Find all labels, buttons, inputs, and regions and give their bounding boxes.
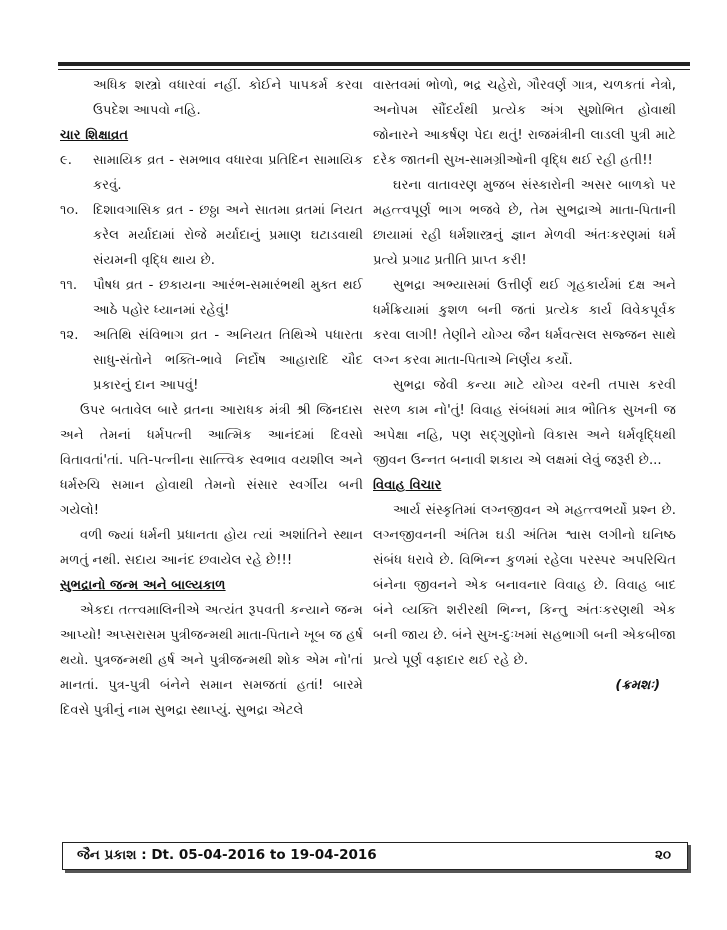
footer-bar [62,842,688,870]
item-text: પૌષધ વ્રત - છકાયના આરંભ-સમારંભથી મુક્ત થઈ આઠે પહોર ધ્યાનમાં રહેવું! [93,278,363,318]
item-text: દિશાવગાસિક વ્રત - છઠ્ઠા અને સાતમા વ્રતમાં નિયત કરેલ મર્યાદામાં રોજે મર્યાદાનું પ્રમાણ ઘટાડવાથી સંયમની વૃદ્ધિ થાય છે. [93,203,363,268]
right-column [373,73,676,698]
list-item [60,323,363,398]
item-text: અતિથિ સંવિભાગ વ્રત - અનિયત તિથિએ પધારતા સાધુ-સંતોને ભક્તિ-ભાવે નિર્દોષ આહારાદિ ચૌદ પ્રકારનું દાન આપવું! [93,328,363,393]
list-item [60,273,363,323]
item-number: ૧૦. [60,203,79,218]
paragraph: ઉપર બતાવેલ બારે વ્રતના આરાધક મંત્રી શ્રી જિનદાસ અને તેમનાં ધર્મપત્ની આત્મિક આનંદમાં દિવસો વિતાવતાં'તાં. પતિ-પત્નીના સાત્ત્વિક સ્વભાવ વયશીલ અને ધર્મરુચિ સમાન હોવાથી તેમનો સંસાર સ્વર્ગીય બની ગયેલો! [60,403,363,518]
paragraph: આર્ય સંસ્કૃતિમાં લગ્નજીવન એ મહત્ત્વભર્યો પ્રશ્ન છે. લગ્નજીવનની અંતિમ ઘડી અંતિમ શ્વાસ લગીનો ઘનિષ્ઠ સંબંધ ધરાવે છે. વિભિન્ન કુળમાં રહેલા પરસ્પર અપરિચિત બંનેના જીવનને એક બનાવનાર વિવાહ છે. વિવાહ બાદ બંને વ્યક્તિ શરીરથી ભિન્ન, કિન્તુ અંતઃકરણથી એક બની જાય છે. બંને સુખ-દુઃખમાં સહભાગી બની એકબીજા પ્રત્યે પૂર્ણ વફાદાર થઈ રહે છે. [373,503,676,668]
item-text: સામાયિક વ્રત - સમભાવ વધારવા પ્રતિદિન સામાયિક કરવું. [93,153,363,193]
header-rule-thick [58,62,690,66]
paragraph: અધિક શસ્ત્રો વધારવાં નહીં. કોઈને પાપકર્મ કરવા ઉપદેશ આપવો નહિ. [93,78,363,118]
item-number: ૧૨. [60,328,79,343]
list-item [60,148,363,198]
section-heading-vivah: વિવાહ વિચાર [373,478,442,493]
paragraph: વળી જ્યાં ધર્મની પ્રધાનતા હોય ત્યાં અશાંતિને સ્થાન મળતું નથી. સદાય આનંદ છવાયેલ રહે છે!!! [60,528,363,568]
item-number: ૧૧. [60,278,78,293]
list-item [60,198,363,273]
paragraph: વાસ્તવમાં ભોળો, ભદ્ર ચહેરો, ગૌરવર્ણ ગાત્ર, ચળકતાં નેત્રો, અનોપમ સૌંદર્યથી પ્રત્યેક અંગ સુશોભિત હોવાથી જોનારને આકર્ષણ પેદા થતું! રાજમંત્રીની લાડલી પુત્રી માટે દરેક જાતની સુખ-સામગ્રીઓની વૃદ્ધિ થઈ રહી હતી!! [373,78,676,168]
paragraph: ઘરના વાતાવરણ મુજબ સંસ્કારોની અસર બાળકો પર મહત્ત્વપૂર્ણ ભાગ ભજવે છે, તેમ સુભદ્રાએ માતા-પિતાની છાયામાં રહી ધર્મશાસ્ત્રનું જ્ઞાન મેળવી અંતઃકરણમાં ધર્મ પ્રત્યે પ્રગાઢ પ્રતીતિ પ્રાપ્ત કરી! [373,178,676,268]
paragraph: સુભદ્રા અભ્યાસમાં ઉત્તીર્ણ થઈ ગૃહકાર્યમાં દક્ષ અને ધર્મક્રિયામાં કુશળ બની જતાં પ્રત્યેક કાર્ય વિવેકપૂર્વક કરવા લાગી! તેણીને યોગ્ય જૈન ધર્મવત્સલ સજ્જન સાથે લગ્ન કરવા માતા-પિતાએ નિર્ણય કર્યો. [373,278,676,368]
paragraph: સુભદ્રા જેવી કન્યા માટે યોગ્ય વરની તપાસ કરવી સરળ કામ નો'તું! વિવાહ સંબંધમાં માત્ર ભૌતિક સુખની જ અપેક્ષા નહિ, પણ સદ્ગુણોનો વિકાસ અને ધર્મવૃદ્ધિથી જીવન ઉન્નત બનાવી શકાય એ લક્ષમાં લેવું જરૂરી છે... [373,378,676,468]
item-number: ૯. [60,153,72,168]
continued-marker: (ક્રમશઃ) [615,678,660,693]
section-heading-janma: સુભદ્રાનો જન્મ અને બાલ્યકાળ [60,578,226,593]
left-column [60,73,363,723]
publication-date-label: જૈન પ્રકાશ : Dt. 05-04-2016 to 19-04-2016 [77,847,377,863]
page-number: ૨૦ [654,847,671,863]
paragraph: એકદા તત્ત્વમાલિનીએ અત્યંત રૂપવતી કન્યાને જન્મ આપ્યો! અપ્સરાસમ પુત્રીજન્મથી માતા-પિતાને ખૂબ જ હર્ષ થયો. પુત્રજન્મથી હર્ષ અને પુત્રીજન્મથી શોક એમ નો'તાં માનતાં. પુત્ર-પુત્રી બંનેને સમાન સમજતાં હતાં! બારમે દિવસે પુત્રીનું નામ સુભદ્રા સ્થાપ્યું. સુભદ્રા એટલે [60,603,363,718]
section-heading-shikshavrat: ચાર શિક્ષાવ્રત [60,128,129,143]
header-rule-thin [58,69,690,70]
